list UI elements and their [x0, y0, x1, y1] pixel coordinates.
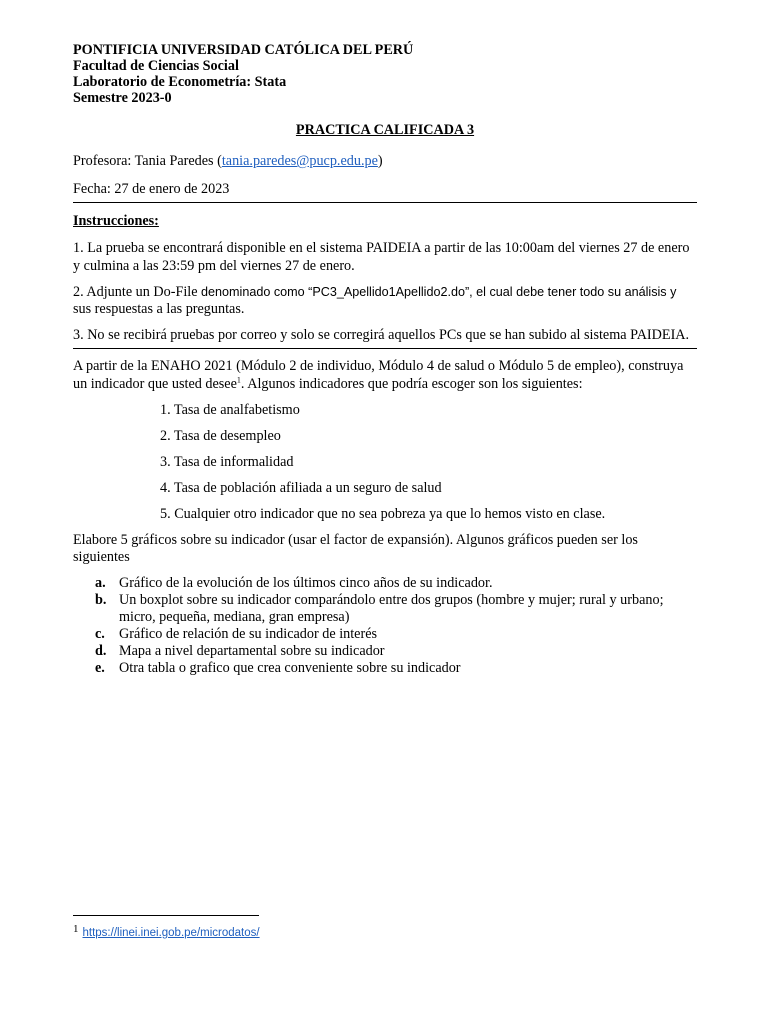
faculty-name: Facultad de Ciencias Social: [73, 58, 239, 74]
chart-item-text: Otra tabla o grafico que crea conveniente sobre su indicador: [119, 660, 461, 676]
instruction-2: [73, 284, 697, 318]
instruction-2-suffix: sus respuestas a las preguntas.: [73, 301, 245, 317]
course-name: Laboratorio de Econometría: Stata: [73, 74, 287, 90]
chart-item: [73, 660, 697, 677]
instruction-2-filename: denominado como “PC3_Apellido1Apellido2.do”, el cual debe tener todo su análisis y: [197, 285, 677, 299]
chart-item-marker: a.: [95, 575, 106, 591]
professor-line: [73, 153, 697, 170]
professor-email-link[interactable]: tania.paredes@pucp.edu.pe: [221, 153, 378, 169]
chart-item-marker: d.: [95, 643, 107, 659]
professor-suffix: ): [377, 153, 383, 169]
indicator-item: 2. Tasa de desempleo: [160, 428, 281, 444]
footnote-mark: 1: [73, 923, 79, 935]
instructions-heading: Instrucciones:: [73, 213, 159, 229]
chart-item-marker: e.: [95, 660, 105, 676]
chart-item-marker: b.: [95, 592, 107, 608]
document-header: [73, 42, 697, 106]
intro-paragraph: [73, 357, 697, 393]
chart-item: [73, 626, 697, 643]
date-line: Fecha: 27 de enero de 2023: [73, 181, 230, 197]
chart-item: [73, 592, 697, 626]
instruction-3: 3. No se recibirá pruebas por correo y solo se corregirá aquellos PCs que se han subido al sistema PAIDEIA.: [73, 327, 690, 343]
chart-item-text: Gráfico de relación de su indicador de interés: [119, 626, 378, 642]
instruction-2-prefix: 2. Adjunte un Do-File: [73, 284, 198, 300]
indicator-item: 3. Tasa de informalidad: [160, 454, 294, 470]
chart-item-text: Gráfico de la evolución de los últimos cinco años de su indicador.: [119, 575, 493, 591]
indicator-item: 4. Tasa de población afiliada a un seguro de salud: [160, 480, 442, 496]
chart-item: [73, 643, 697, 660]
indicator-item: 1. Tasa de analfabetismo: [160, 402, 300, 418]
intro-text-a: A partir de la ENAHO 2021 (Módulo 2 de individuo, Módulo 4 de salud o Módulo 5 de empleo), construya un indicador que usted desee: [73, 358, 684, 392]
chart-list: [73, 575, 697, 677]
indicator-list: [73, 402, 697, 523]
indicator-item: 5. Cualquier otro indicador que no sea pobreza ya que lo hemos visto en clase.: [160, 506, 606, 522]
divider-bottom: [73, 348, 697, 349]
divider-top: [73, 202, 697, 203]
university-name: PONTIFICIA UNIVERSIDAD CATÓLICA DEL PERÚ: [73, 42, 414, 58]
chart-item-text: Mapa a nivel departamental sobre su indicador: [119, 643, 385, 659]
professor-label: Profesora: Tania Paredes (: [73, 153, 222, 169]
charts-intro: Elabore 5 gráficos sobre su indicador (usar el factor de expansión). Algunos gráficos pueden ser los siguientes: [73, 532, 638, 565]
footnote-reference[interactable]: 1: [236, 375, 241, 385]
chart-item: [73, 575, 697, 592]
footnote: [73, 922, 260, 940]
footnote-url-link[interactable]: https://linei.inei.gob.pe/microdatos/: [82, 927, 260, 939]
footnote-divider: [73, 915, 259, 916]
document-page: [73, 42, 697, 677]
chart-item-text: Un boxplot sobre su indicador comparándolo entre dos grupos (hombre y mujer; rural y urbano; micro, pequeña, mediana, gran empresa): [119, 592, 664, 625]
instruction-1: 1. La prueba se encontrará disponible en el sistema PAIDEIA a partir de las 10:00am del viernes 27 de enero y culmina a las 23:59 pm del viernes 27 de enero.: [73, 240, 690, 274]
document-title: PRACTICA CALIFICADA 3: [295, 122, 475, 138]
semester: Semestre 2023-0: [73, 90, 172, 106]
intro-text-b: . Algunos indicadores que podría escoger son los siguientes:: [240, 376, 583, 392]
chart-item-marker: c.: [95, 626, 105, 642]
